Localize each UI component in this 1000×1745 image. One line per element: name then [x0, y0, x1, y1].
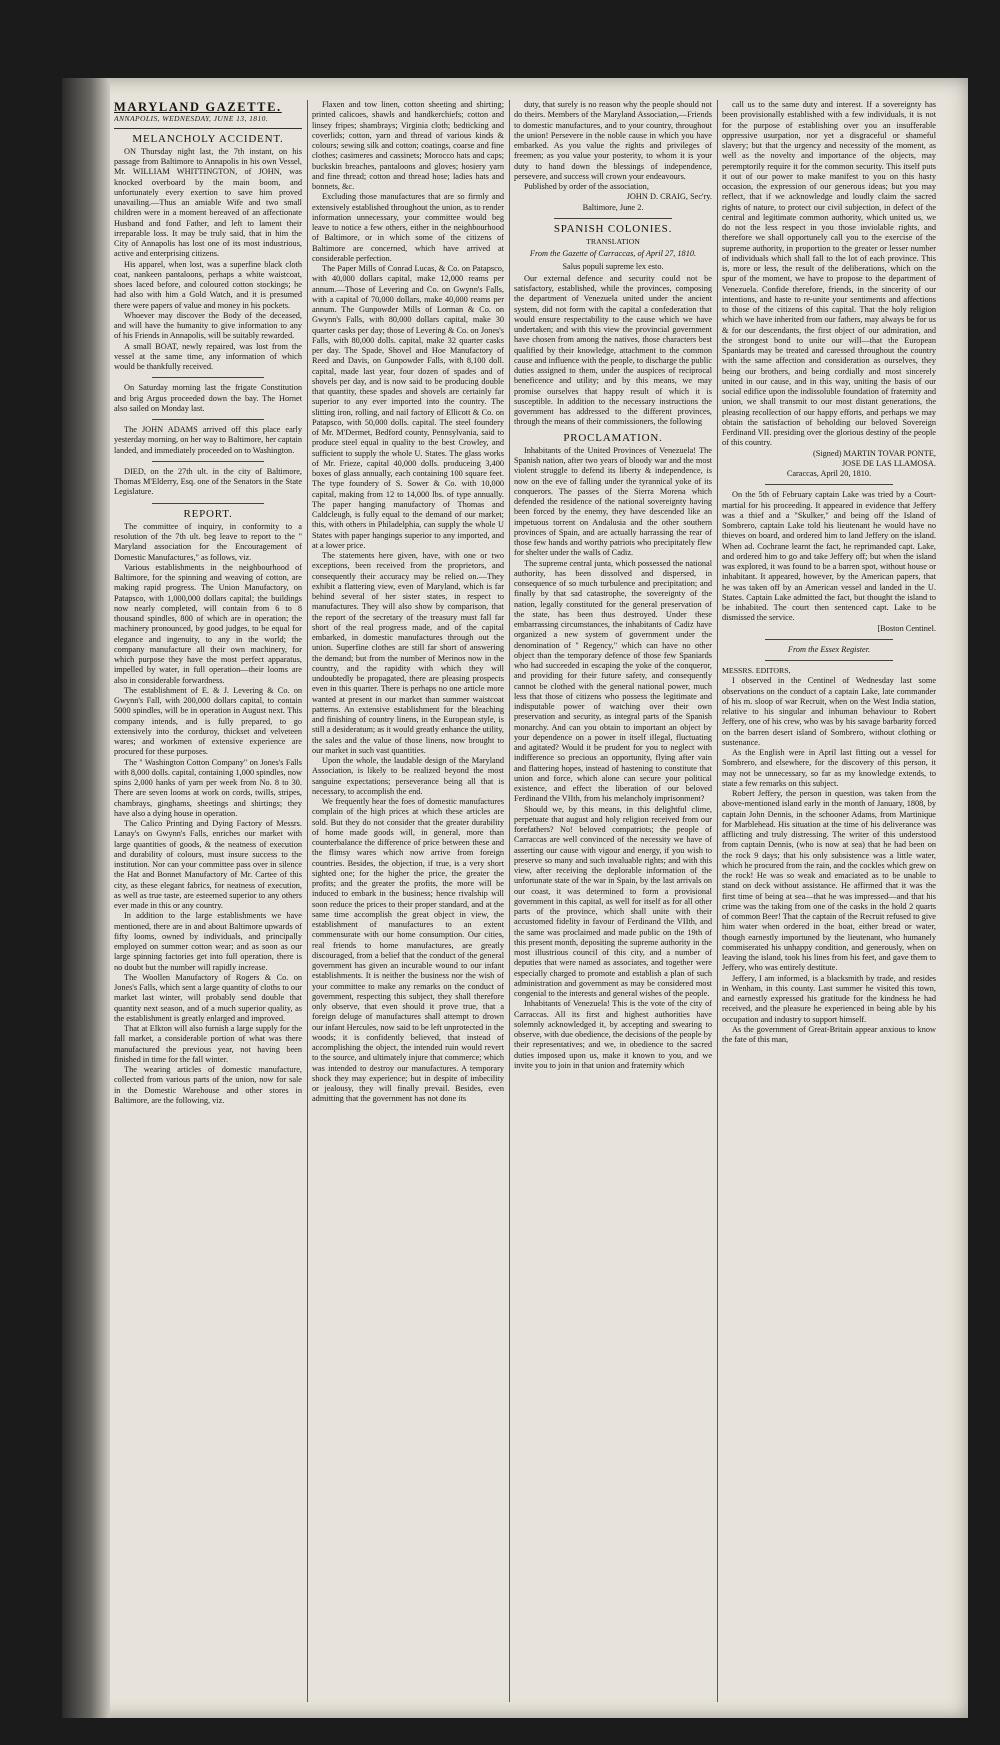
translation-source: From the Gazette of Carraccas, of April 27, 1810.	[529, 249, 697, 259]
paragraph: The establishment of E. & J. Levering & Co. on Gwynn's Fall, with 200,000 dollars capital, to contain 5000 spindles, will be in operation in August next. This company intends, and is fully prepared, to go extensively into the corduroy, thickset and velveteen wares; and workmen of extensive experience are procured for these purposes.	[114, 685, 302, 757]
headline-proclamation: PROCLAMATION.	[563, 431, 663, 444]
paragraph: On Saturday morning last the frigate Constitution and brig Argus proceeded down the bay. The Hornet also sailed on Monday last.	[114, 383, 302, 413]
divider	[765, 484, 893, 485]
paragraph: On the 5th of February captain Lake was tried by a Court-martial for his proceeding. It appeared in evidence that Jeffery was a thief and a "Skulker," and being off the Island of Sombrero, captain Lake told his lieutenant he would have no thieves on board, and ordered him to land Jeffery on the island. When ad. Cochrane learnt the fact, he reprimanded capt. Lake, and ordered him to go and take Jeffery off; but when the island was explored, it was found to be a barren spot, without house or inhabitant. It appeared, however, by the American papers, that he was taken off by an American vessel and landed in the U. States. Captain Lake admitted the fact, but thought the island to be inhabited. The court then sentenced capt. Lake to be dismissed the service.	[722, 490, 936, 623]
paragraph: The Calico Printing and Dying Factory of Messrs. Lanay's on Gwynn's Falls, enriches our market with large quantities of goods, & the neatness of execution and durability of colours, must insure success to the institution. Nor can your committee pass over in silence the Hat and Bonnet Manufactory of Mr. Cartee of this city, as these elegant fabrics, for neatness of execution, as well as true taste, are esteemed superior to any others ever made in this or any country.	[114, 819, 302, 910]
paragraph: A small BOAT, newly repaired, was lost from the vessel at the same time, any information of which would be thankfully received.	[114, 341, 302, 371]
paragraph: call us to the same duty and interest. If a sovereignty has been provisionally established with a few individuals, it is not for the purpose of establishing over you an insufferable oppressive usurpation, nor yet a disgraceful or shameful slavery; but that the urgency and necessity of the moment, as well as the novelty and importance of the objects, may peremptorily require it for the common security. This itself puts it out of our power to make manifest to you on this hasty occasion, the expression of our generous ideas; but you may reflect, that if we acknowledge and loudly claim the sacred rights of nature, to protect our civil subjection, in defect of the central and legitimate common authority, which united us, we do not the less respect in you those inviolable rights, and therefore we shall opportunely call you to the exercise of the supreme authority, in proportion to the greater or lesser number of individuals which shall fall to the lot of each province. This is, more or less, the result of the deliberations, which on the spur of the moment, we have to propose to the department of Venezuela. Confide therefore, friends, in the sincerity of our intentions, and haste to re-unite your sentiments and affections to those of the citizens of this capital. That the holy religion which we have inherited from our fathers, may always be for us & for our descendants, the first object of our admiration, and the strongest bond to unite our will—that the European Spaniards may be treated and caressed throughout the country with the same affection and consideration as ourselves, they being our brothers, and being cordially and most sincerely united in our cause, and in this way, uniting the basis of our social edifice upon the indissoluble foundation of fraternity and union, we shall transmit to our most distant generations, the pleasing recollection of our happy efforts, and perhaps we may obtain the satisfaction of beholding our beloved Sovereign Ferdinand VII. presiding over the glorious destiny of the people of this country.	[722, 100, 936, 448]
paragraph: I observed in the Centinel of Wednesday last some observations on the conduct of a captain Lake, late commander of his m. sloop of war Recruit, when on the West India station, relative to his singular and inhuman behaviour to Robert Jeffery, one of his crew, who was by his savage barbarity forced on the barren desert island of Sombrero, without clothing or sustenance.	[722, 676, 936, 747]
paragraph: Upon the whole, the laudable design of the Maryland Association, is likely to be realized beyond the most sanguine expectations; perseverance being all that is necessary, to accomplish the end.	[312, 756, 504, 796]
divider	[152, 461, 265, 462]
source-heading: From the Essex Register.	[787, 644, 871, 654]
signature: JOHN D. CRAIG, Sec'ry.	[626, 192, 712, 202]
column-rule	[509, 100, 510, 1702]
headline-accident: MELANCHOLY ACCIDENT.	[132, 132, 284, 145]
newspaper-page	[62, 78, 968, 1718]
paragraph: DIED, on the 27th ult. in the city of Baltimore, Thomas M'Elderry, Esq. one of the Senators in the State Legislature.	[114, 466, 302, 497]
headline-spanish-colonies: SPANISH COLONIES.	[553, 222, 673, 235]
column-rule	[717, 100, 718, 1702]
source-credit: [Boston Centinel.	[877, 623, 936, 633]
paragraph: Excluding those manufactures that are so firmly and extensively established throughout the union, as to render information unnecessary, your committee would beg leave to notice a few others, either in the neighbourhood of Baltimore, or in which some of the citizens of Baltimore are concerned, which have arrived at considerable perfection.	[312, 192, 504, 263]
place-date: Baltimore, June 2.	[582, 202, 644, 212]
place-date: Caraccas, April 20, 1810.	[786, 469, 872, 478]
paragraph: The JOHN ADAMS arrived off this place early yesterday morning, on her way to Baltimore, her captain landed, and immediately proceeded on to Washington.	[114, 425, 302, 455]
column-2	[312, 100, 504, 1704]
paragraph: The committee of inquiry, in conformity to a resolution of the 7th ult. beg leave to report to the " Maryland association for the Encouragement of Domestic Manufactures," as follows, viz.	[114, 521, 302, 562]
headline-report: REPORT.	[183, 507, 233, 520]
signature: (Signed) MARTIN TOVAR PONTE,	[812, 448, 936, 458]
paragraph: His apparel, when lost, was a superfine black cloth coat, nankeen pantaloons, perhaps a white waistcoat, shoes laced before, and coloured cotton stockings; he had also with him a Gold Watch, and it is presumed there were papers of value and money in his pockets.	[114, 259, 302, 310]
paragraph: Should we, by this means, in this delightful clime, perpetuate that august and holy religion received from our forefathers? No! beloved compatriots; the people of Carraccas are well convinced of the necessity we have of asserting our cause with vigour and energy, if you wish to preserve so many and such invaluable rights; and with this view, after receiving the deplorable information of the unfortunate state of the war in Spain, by the last arrivals on our coast, it was determined to form a provisional government in this capital, as well for itself as for all other parts of the province, which shall unite with their accustomed fidelity in favour of Ferdinand the VIIth, and the same was proclaimed and made public on the 19th of this present month, depositing the supreme authority in the most illustrious council of this city, and a number of deputies that were named as associates, and together were especially charged to promote and establish a plan of such administration and government as may be considered most congenial to the interests and general wishes of the people.	[514, 804, 712, 998]
paragraph: The statements here given, have, with one or two exceptions, been received from the proprietors, and consequently their accuracy may be relied on.—They exhibit a flattering view, even of Maryland, which is far behind several of her sister states, in respect to manufactures. They will also show by comparison, that the report of the secretary of the treasury must fall far short of the real progress made, and of the capital embarked, in domestic manufactures through out the union. Superfine clothes are still far short of answering the demand; but from the number of Merinos now in the country, and the rapidity with which they will undoubtedly be propagated, there are pleasing prospects even in this quarter. There is perhaps no one article more wanted at present in our market than summer waistcoat patterns. An extensive establishment for the bleaching and finishing of country linens, in the European style, is still a desideratum; as it would greatly enhance the utility, the sales and the value of those linens, now brought to our market in such vast quantities.	[312, 551, 504, 755]
paragraph: As the government of Great-Britain appear anxious to know the fate of this man,	[722, 1024, 936, 1044]
column-4	[722, 100, 936, 1704]
paragraph: ON Thursday night last, the 7th instant, on his passage from Baltimore to Annapolis in his own Vessel, Mr. WILLIAM WHITTINGTON, of JOHN, was knocked overboard by the main boom, and unfortunately every exertion to save him proved unavailing.—Thus an amiable Wife and two small children were in a moment bereaved of an affectionate Husband and fond Father, and left to lament their irreparable loss. It may be truly said, that in him the City of Annapolis has lost one of its most industrious, active and enterprising citizens.	[114, 146, 302, 259]
salutation: MESSRS. EDITORS,	[722, 666, 791, 675]
paragraph: The " Washington Cotton Company" on Jones's Falls with 8,000 dolls. capital, containing 1,000 spindles, now spins 2,000 hanks of yarn per week from No. 8 to 30. There are seven looms at work on cords, twills, stripes, chambrays, ginghams, sheetings and shirtings; they have also a dying house in operation.	[114, 757, 302, 818]
paragraph: The Woollen Manufactory of Rogers & Co. on Jones's Falls, which sent a large quantity of cloths to our market last winter, will probably send double that quantity next season, and of a much superior quality, as the establishment is greatly enlarged and improved.	[114, 972, 302, 1023]
paragraph: Inhabitants of Venezuela! This is the vote of the city of Carraccas. All its first and highest authorities have solemnly acknowledged it, by accepting and swearing to observe, with due obedience, the decisions of the people by their representatives; and we, in obedience to the sacred duties imposed upon us, make it known to you, and we invite you to join in that union and fraternity which	[514, 999, 712, 1070]
divider	[554, 218, 673, 219]
divider	[765, 660, 893, 661]
paragraph: That at Elkton will also furnish a large supply for the fall market, a considerable portion of what was there manufactured the previous year, not having been finished in time for the fall winter.	[114, 1024, 302, 1064]
paragraph: Whoever may discover the Body of the deceased, and will have the humanity to give information to any of his Friends in Annapolis, will be suitably rewarded.	[114, 310, 302, 341]
paragraph: As the English were in April last fitting out a vessel for Sombrero, and elsewhere, for the discovery of this person, it may not be unnecessary, so far as my knowledge extends, to state a few remarks on this subject.	[722, 748, 936, 788]
column-rule	[307, 100, 308, 1702]
paragraph: The supreme central junta, which possessed the national authority, has been dissolved and dispersed, in consequence of so much turbulence and precipitation; and finally by that sad catastrophe, the sovereignty of the nation, legally constituted for the general preservation of the state, has been thus destroyed. Under these embarrassing circumstances, the inhabitants of Cadiz have organized a new system of government under the denomination of " Regency," which can have no other object than the temporary defence of those few Spaniards who had succeeded in escaping the yoke of the conqueror, and providing for their future safety, and consequently cannot be clothed with the general national power, much less that those of citizens who possess the legitimate and indisputable power of watching over their own preservation and security, as integral parts of the Spanish monarchy. And can you obtain to important an object by your dependence on a power in itself illegal, fluctuating and agitated? Would it be prudent for you to neglect with indifference so precious an opportunity, flying after vain and flattering hopes, instead of hastening to constitute that union and force, which alone can secure your political existence, and effect the liberation of our beloved Ferdinand the VIIth, from his melancholy imprisonment?	[514, 558, 712, 804]
paragraph: Our external defence and security could not be satisfactory, established, while the provinces, composing the department of Venezuela united under the ancient system, did not form with the capital a confederation that would ensure respectability to the cause which we have undertaken; and with this view the provincial government have chosen from among the natives, those characters best qualified by their knowledge, attachment to the common cause and influence with the people, to discharge the public duties assigned to them, under the auspices of reciprocal beneficence and utility; and by this means, we may promise ourselves that happy result of which it is susceptible. In addition to the necessary instructions the government has addressed to the different provinces, through the means of their commissioners, the following	[514, 273, 712, 427]
translation-label: TRANSLATION	[586, 237, 640, 246]
paragraph: Robert Jeffery, the person in question, was taken from the above-mentioned island early in the month of January, 1808, by captain John Dennis, in the schooner Adams, from Martinique for Marblehead. His situation at the time of his deliverance was afflicting and truly distressing. The writer of this understood from captain Dennis, (who is now at sea) that he had been on the rock 9 days; that his only subsistence was a little water, which he procured from the rain, and the cockles which grew on the rock! He was so weak and emaciated as to be unable to stand on deck without assistance. He affirmed that it was the first time of being at sea—that he was impressed—and that his crime was the taking from one of the casks in the hold 2 quarts of common Beer! That the captain of the Recruit refused to give him water when ordered in the boat, either bread or water, though earnestly importuned by the lieutenant, who humanely commiserated his unhappy condition, and generously, when on leaving the island, took his lines from his feet, and gave them to Jeffery, who was entirely destitute.	[722, 789, 936, 973]
paragraph: The wearing articles of domestic manufacture, collected from various parts of the union, now for sale in the Domestic Warehouse and other stores in Baltimore, are the following, viz.	[114, 1065, 302, 1105]
divider	[152, 503, 265, 504]
paragraph: Published by order of the association,	[524, 182, 649, 191]
signature: JOSE DE LAS LLAMOSA.	[841, 458, 936, 468]
motto: Salus populi supreme lex esto.	[562, 261, 664, 271]
divider	[152, 419, 265, 420]
column-3	[514, 100, 712, 1704]
paragraph: The Paper Mills of Conrad Lucas, & Co. on Patapsco, with 40,000 dollars capital, make 12,000 reams per annum.—Those of Levering and Co. on Gwynn's Falls, with a capital of 70,000 dollars, make 40,000 reams per annum. The Gunpowder Mills of Lorman & Co. on Gwynn's Falls, with 80,000 dollars capital, make 30 quarter casks per day; those of Levering & Co. on Jones's Falls, with 80,000 dolls. capital, make 32 quarter casks per day. The Spade, Shovel and Hoe Manufactory of Reed and Davis, on Gunpowder Falls, with 8,100 doll. capital, made last year, four dozen of spades and of shovels per day, and is now said to be producing double that quantity, these spades and shovels are certainly far superior to any ever imported into the country. The slitting iron, rolling, and nail factory of Ellicott & Co. on Patapsco, with 50,000 dolls. capital. The steel foundery of Mr. M'Dermet, Bedford county, Pennsylvania, said to produce steel equal in quality to the best Crowley, and sufficient to supply the whole U. States. The glass works of Mr. Frieze, capital 40,000 dolls. produceing 3,400 boxes of glass annually, each containing 100 square feet. The type foundery of S. Sower & Co. with 10,000 capital, making from 12 to 14,000 lbs. of type annually. The paper hanging manufactory of Thomas and Caldcleugh, is fully equal to the demand of our market; this, with others in Philadelphia, can supply the whole U States with paper hangings superior to any imported, and at a lower price.	[312, 264, 504, 550]
paragraph: duty, that surely is no reason why the people should not do theirs. Members of the Maryland Association,—Friends to domestic manufactures, and to your country, throughout the union! Persevere in the noble cause in which you have embarked. As you value the rights and privileges of freemen; as you value your posterity, to whom it is your duty to hand down the blessings of independence, persevere, and success will crown your endeavours.	[514, 100, 712, 181]
paragraph: Inhabitants of the United Provinces of Venezuela! The Spanish nation, after two years of bloody war and the most violent struggle to defend its liberty & independence, is now on the eve of falling under the tyrannical yoke of its conquerors. The passes of the Sierra Morena which defended the residence of the national sovereignty having been forced by the enemy, they have descended like an impetuous torrent on Andalusia and the other southern provinces of Spain, and are actually harrassing the rear of those few hands and worthy patriots who precipitately flew for shelter under the walls of Cadiz.	[514, 445, 712, 558]
divider	[765, 639, 893, 640]
paragraph: Various establishments in the neighbourhood of Baltimore, for the spinning and weaving of cotton, are making rapid progress. The Union Manufactory, on Patapsco, with 1,000,000 dollars capital; the buildings now nearly completed, will contain from 6 to 8 thousand spindles, 800 of which are in operation; the machinery pronounced, by good judges, to be equal for elegance and ingenuity, to any in the world; the company manufacture all their own machinery, for which purpose they have the most perfect apparatus, impelled by water, in full operation—their looms are also in considerable forwardness.	[114, 562, 302, 685]
paragraph: Jeffery, I am informed, is a blacksmith by trade, and resides in Wenham, in this county. Last summer he visited this town, and earnestly expressed his gratitude for the kindness he had received, and the pleasure he experienced in being able by his occupation and industry to support himself.	[722, 973, 936, 1024]
divider	[152, 377, 265, 378]
masthead-title: MARYLAND GAZETTE.	[114, 100, 282, 114]
paragraph: In addition to the large establishments we have mentioned, there are in and about Baltimore upwards of fifty looms, owned by individuals, and principally employed on summer cotton wear; and as soon as our large spinning factories get into full operation, there is no doubt but the number will rapidly increase.	[114, 911, 302, 972]
binding-edge	[62, 78, 110, 1718]
column-1	[114, 100, 302, 1704]
masthead-dateline: ANNAPOLIS, WEDNESDAY, JUNE 13, 1810.	[114, 114, 302, 128]
paragraph: Flaxen and tow linen, cotton sheeting and shirting; printed calicoes, shawls and handkerchiefs; cotton and linsey fripes; shambrays; Virginia cloth; bedticking and coverlids; cotton, yarn and thread of various kinds & colours; sewing silk and cotton; coatings, coarse and fine clothes; casimeres and cassinets; Morocco hats and caps; buckskin breaches, pantaloons and gloves; hosiery yarn and fine thread; cotton and thread hose; ladies hats and bonnets, &c.	[312, 100, 504, 191]
paragraph: We frequently hear the foes of domestic manufactures complain of the high prices at which these articles are sold. But they do not consider that the greater durability of home made goods will, in general, more than counterbalance the difference of price between these and the flimsy wares which now arrive from foreign countries. Besides, the objection, if true, is a very short sighted one; for the higher the price, the greater the profits; and the greater the profits, the more will be induced to embark in the business; hence rivalship will soon reduce the prices to their proper standard, and at the same time accomplish the great object in view, the establishment of manufactures to an extent commensurate with our home consumption. Our cities, real friends to home manufactures, are greatly discouraged, from a belief that the conduct of the general government has given an incurable wound to our infant establishments. It is neither the business nor the wish of your committee to make any remarks on the conduct of government, respecting this subject, they shall therefore only observe, that even should it prove true, that a foreign deluge of manufactures shall attempt to drown our infant Hercules, now said to be left unprotected in the woods; it is confidently believed, that instead of accomplishing the object, the intended ruin would revert to the source, and ultimately injure that commerce; which was intended to destroy our manufactures. A temporary shock they may experience; but in despite of imbecility or jealousy, they will finally prevail. Besides, even admitting that the government has not done its	[312, 797, 504, 1104]
